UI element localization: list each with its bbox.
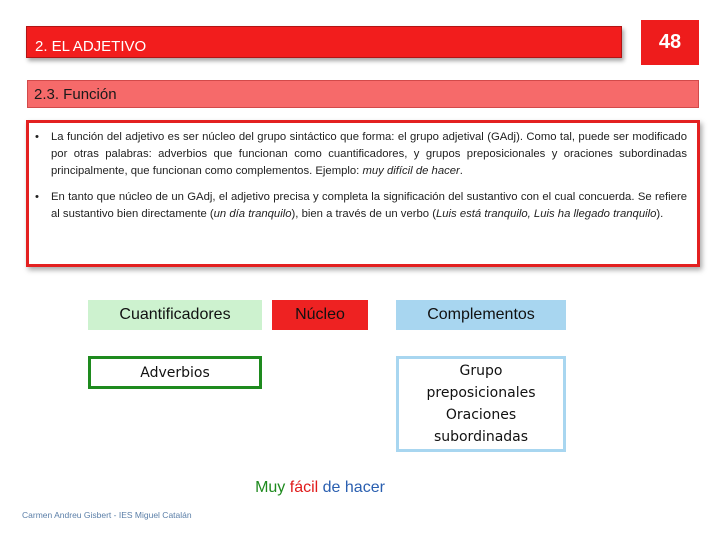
section-bar [27,80,699,108]
bullet-1-end: . [459,165,463,177]
grupo-line: subordinadas [433,429,529,445]
cuantificadores-label: Cuantificadores [119,306,231,323]
grupo-oraciones-box [396,356,566,452]
bullet-icon: • [35,131,39,143]
example-word-facil: fácil [289,479,319,496]
complementos-box [396,300,566,330]
footer-text: Carmen Andreu Gisbert - IES Miguel Catalán [22,510,192,520]
header-bar [26,26,622,58]
bullet-item-1 [33,129,687,180]
bullet-item-2 [33,189,687,223]
footer-credit [22,510,282,524]
page-number: 48 [658,31,682,53]
example-word-de-hacer: de hacer [322,479,385,496]
cuantificadores-box [88,300,262,330]
grupo-line: preposicionales [426,385,536,401]
adverbios-box [88,356,262,389]
example-phrase [200,479,440,501]
bullet-2-example-1: un día tranquilo [213,208,292,220]
grupo-line: Grupo [459,363,503,379]
example-word-muy: Muy [255,479,286,496]
nucleo-box [272,300,368,330]
bullet-2-text-3: ). [656,208,664,220]
bullet-2-example-2: Luis está tranquilo, Luis ha llegado tranquilo [435,208,657,220]
bullet-2-text-1: En tanto que núcleo de un GAdj, el adjetivo precisa y completa la significación del sustantivo con el cual concuerda. Se refiere al sustantivo bien directamente ( [51,191,687,220]
bullet-1-text: La función del adjetivo es ser núcleo del grupo sintáctico que forma: el grupo adjetival (GAdj). Como tal, puede ser modificado por otras palabras: adverbios que funcionan como cuantificadores, y grupos preposicionales y oraciones subordinadas principalmente, que funcionan como complementos. Ejemplo: [51,131,687,177]
bullet-icon: • [35,191,39,203]
content-box [26,120,700,267]
complementos-label: Complementos [427,306,535,323]
page-title: 2. EL ADJETIVO [35,37,147,55]
page-number-badge [641,20,699,65]
grupo-line: Oraciones [445,407,517,423]
bullet-1-example: muy difícil de hacer [362,165,460,177]
nucleo-label: Núcleo [295,306,345,323]
bullet-2-text-2: ), bien a través de un verbo ( [291,208,436,220]
section-title: 2.3. Función [34,85,117,103]
adverbios-label: Adverbios [140,364,210,381]
